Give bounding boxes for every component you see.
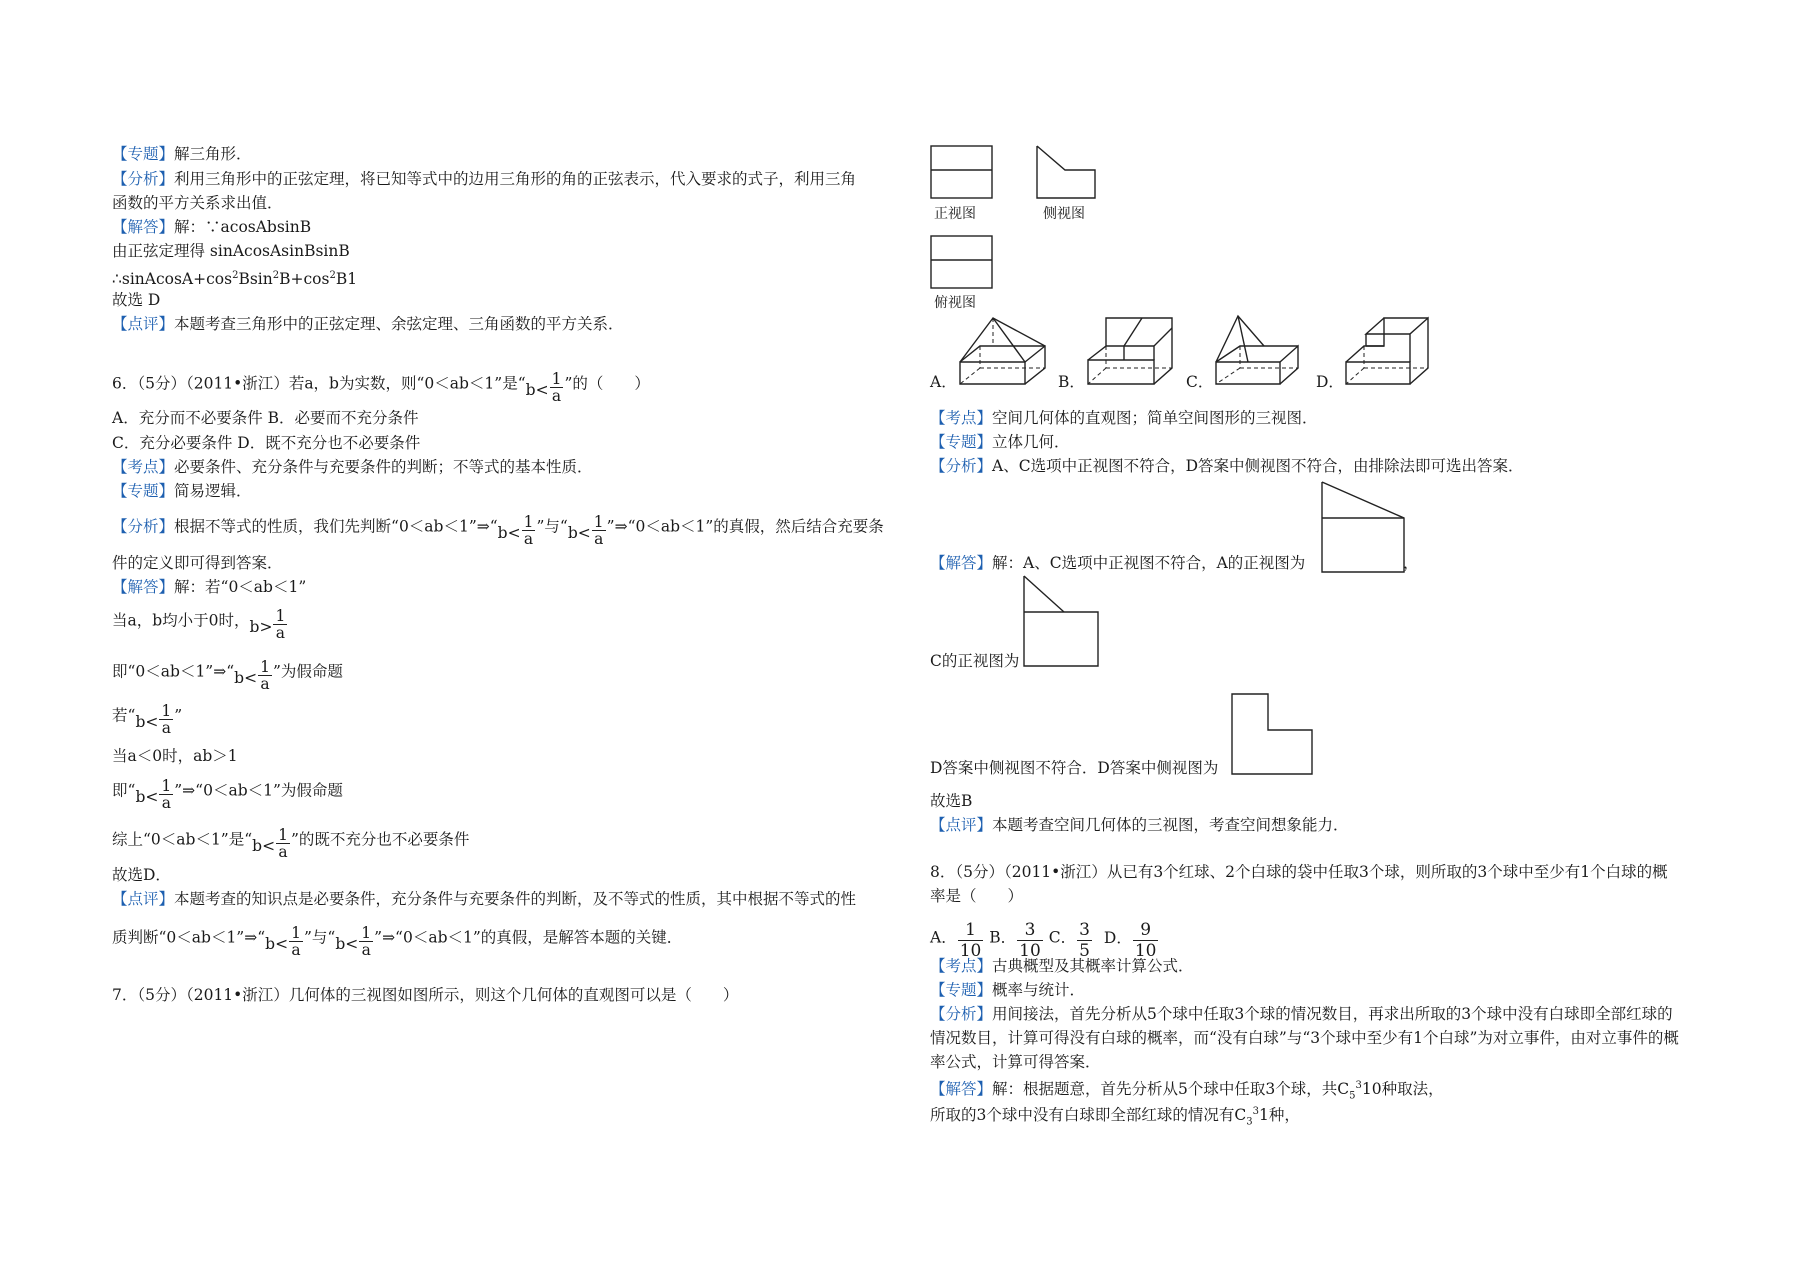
q7-zhuanti: 【专题】立体几何． (930, 433, 1070, 451)
c-front-view-figure (1022, 574, 1102, 670)
front-view-label: 正视图 (934, 206, 976, 222)
option-c-solid (1210, 312, 1306, 388)
q6-dianping-cont: 质判断“0＜ab＜1”⇒“b< $\frac{1}{a}$ ”与“b< $\frac{1}{a}$ ”⇒“0＜ab＜1”的真假，是解答本题的关键． (112, 924, 683, 959)
top-view-label: 俯视图 (934, 295, 976, 311)
d-side-view-figure (1230, 690, 1316, 778)
q7-kaodian: 【考点】空间几何体的直观图；简单空间图形的三视图． (930, 409, 1318, 427)
q7-c-line: C的正视图为 (930, 652, 1020, 670)
side-view-shape (1037, 146, 1095, 198)
q8-stem: 8．（5分）（2011•浙江）从已有3个红球、2个白球的袋中任取3个球，则所取的3个球中至少有1个白球的概 (930, 863, 1668, 881)
fraction: $\frac{1}{a}$ (275, 607, 286, 642)
q6-kaodian: 【考点】必要条件、充分条件与充要条件的判断；不等式的基本性质． (112, 458, 593, 476)
fraction: $\frac{1}{a}$ (361, 924, 372, 959)
top-view-shape (931, 236, 992, 288)
option-c-label: C． (1186, 373, 1214, 391)
q6-jieda: 【解答】解：若“0＜ab＜1” (112, 578, 307, 596)
option-a-fraction: $\frac{1}{10}$ (959, 920, 982, 961)
q5-step2: $\therefore sinAcosA+\cos^2Bsin^2B+\cos^2B1$ (112, 270, 358, 289)
option-a-label: A． (930, 373, 957, 391)
fraction: $\frac{1}{a}$ (593, 513, 604, 548)
q7-dianping: 【点评】本题考查空间几何体的三视图，考查空间想象能力． (930, 816, 1349, 834)
q6-fenxi-cont: 件的定义即可得到答案． (112, 554, 283, 572)
option-b-fraction: $\frac{3}{10}$ (1019, 920, 1041, 961)
fraction: $\frac{1}{a}$ (551, 370, 562, 405)
q6-zhuanti: 【专题】简易逻辑． (112, 482, 252, 500)
option-b-solid (1082, 312, 1178, 388)
q8-kaodian: 【考点】古典概型及其概率计算公式． (930, 957, 1194, 975)
q5-jieda: 【解答】解：∵acosAbsinB (112, 218, 312, 236)
q6-step-6: 综上“0＜ab＜1”是“b< $\frac{1}{a}$ ”的既不充分也不必要条件 (112, 826, 470, 861)
fraction: $\frac{1}{a}$ (161, 777, 172, 812)
q8-zhuanti: 【专题】概率与统计． (930, 981, 1086, 999)
q7-answer: 故选B (930, 792, 973, 810)
q7-stem: 7．（5分）（2011•浙江）几何体的三视图如图所示，则这个几何体的直观图可以是（ ） (112, 986, 739, 1004)
q8-fenxi-cont1: 情况数目，计算可得没有白球的概率，而“没有白球”与“3个球中至少有1个白球”为对立事件，由对立事件的概 (930, 1029, 1679, 1047)
q5-fenxi-cont: 函数的平方关系求出值． (112, 194, 283, 212)
option-b-label: B． (1058, 373, 1085, 391)
side-view-label: 侧视图 (1043, 206, 1085, 222)
q8-options: A． $\frac{1}{10}$ B． $\frac{3}{10}$ C． $\frac{3}{5}$ D． $\frac{9}{10}$ (930, 920, 1157, 961)
q5-step1: 由正弦定理得 sinAcosAsinBsinB (112, 242, 350, 260)
option-d-label: D． (1316, 373, 1344, 391)
q6-step-4: 当a＜0时，ab＞1 (112, 747, 238, 765)
fraction: $\frac{1}{a}$ (523, 513, 534, 548)
q5-fenxi: 【分析】利用三角形中的正弦定理，将已知等式中的边用三角形的角的正弦表示，代入要求的式子，利用三角 (112, 170, 857, 188)
q5-zhuanti: 【专题】解三角形． (112, 145, 252, 163)
front-view-shape (931, 146, 992, 198)
q6-fenxi: 【分析】根据不等式的性质，我们先判断“0＜ab＜1”⇒“b< $\frac{1}{a}$ ”与“b< $\frac{1}{a}$ ”⇒“0＜ab＜1”的真假，然后结合充要条 (112, 513, 884, 548)
fraction: $\frac{1}{a}$ (291, 924, 301, 959)
q6-options-cd: C．充分必要条件 D．既不充分也不必要条件 (112, 434, 421, 452)
option-c-fraction: $\frac{3}{5}$ (1079, 920, 1090, 961)
q8-stem-cont: 率是（ ） (930, 887, 1024, 905)
q7-d-line: D答案中侧视图不符合．D答案中侧视图为 (930, 759, 1219, 777)
q7-jieda-comma: ， (1403, 554, 1419, 572)
q6-stem: 6．（5分）（2011•浙江）若a，b为实数，则“0＜ab＜1”是“b< $\frac{1}{a}$ ”的（ ） (112, 370, 650, 405)
q6-step-1: 当a，b均小于0时，b> $\frac{1}{a}$ (112, 607, 286, 642)
option-d-solid (1340, 312, 1436, 388)
q5-answer: 故选 D (112, 291, 161, 309)
q6-step-5: 即“b< $\frac{1}{a}$ ”⇒“0＜ab＜1”为假命题 (112, 777, 343, 812)
q6-step-2: 即“0＜ab＜1”⇒“b< $\frac{1}{a}$ ”为假命题 (112, 658, 343, 693)
option-a-solid (955, 312, 1051, 388)
fraction: $\frac{1}{a}$ (161, 702, 172, 737)
q6-step-3: 若“b< $\frac{1}{a}$ ” (112, 702, 183, 737)
a-front-view-figure (1320, 480, 1410, 576)
q6-dianping: 【点评】本题考查的知识点是必要条件，充分条件与充要条件的判断，及不等式的性质，其中根据不等式的性 (112, 890, 857, 908)
q8-fenxi: 【分析】用间接法，首先分析从5个球中任取3个球的情况数目，再求出所取的3个球中没有白球即全部红球的 (930, 1005, 1673, 1023)
q8-jieda: 【解答】解：根据题意，首先分析从5个球中任取3个球，共$C_5^310$种取法， (930, 1080, 1444, 1102)
q6-answer: 故选D． (112, 866, 171, 884)
option-d-fraction: $\frac{9}{10}$ (1134, 920, 1157, 961)
q5-dianping: 【点评】本题考查三角形中的正弦定理、余弦定理、三角函数的平方关系． (112, 315, 624, 333)
q7-fenxi: 【分析】A、C选项中正视图不符合，D答案中侧视图不符合，由排除法即可选出答案． (930, 457, 1524, 475)
q6-options-ab: A．充分而不必要条件 B．必要而不充分条件 (112, 409, 419, 427)
q8-fenxi-cont2: 率公式，计算可得答案． (930, 1053, 1101, 1071)
q7-jieda: 【解答】解：A、C选项中正视图不符合，A的正视图为 (930, 554, 1306, 572)
fraction: $\frac{1}{a}$ (278, 826, 288, 861)
q8-step: 所取的3个球中没有白球即全部红球的情况有$C_3^31$种， (930, 1106, 1300, 1128)
fraction: $\frac{1}{a}$ (260, 658, 270, 693)
